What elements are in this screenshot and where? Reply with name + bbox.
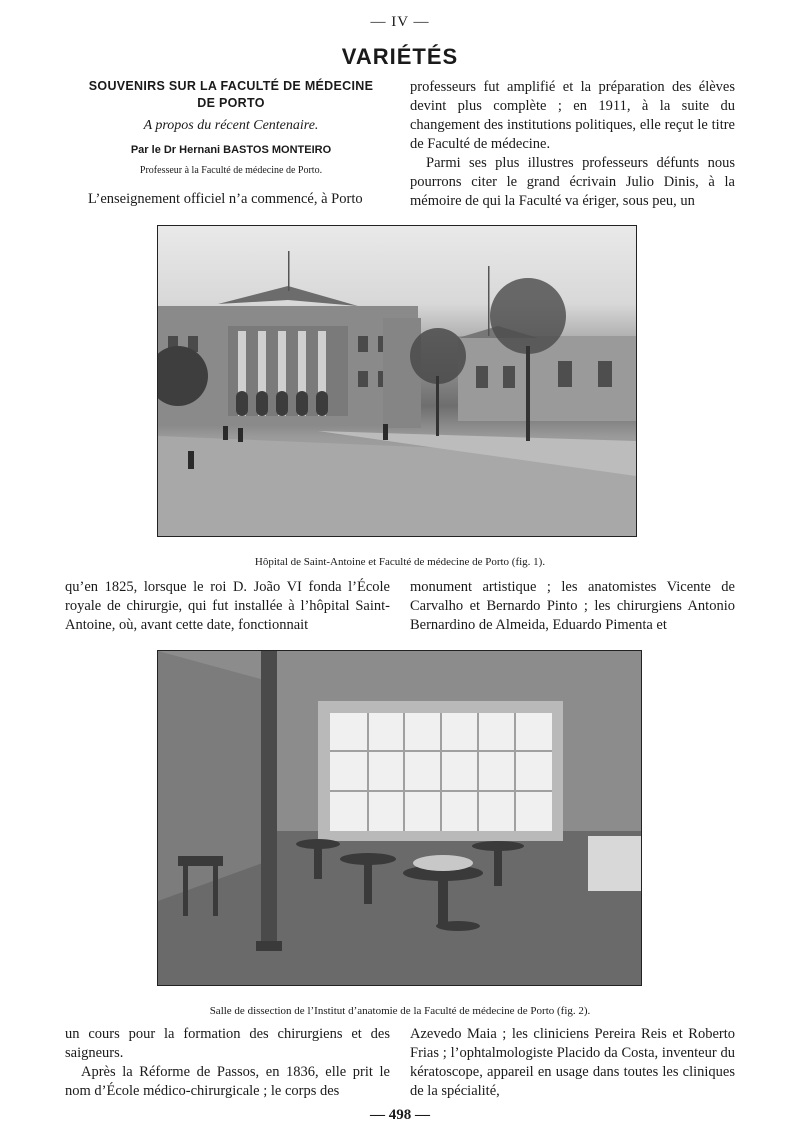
article-author: Par le Dr Hernani BASTOS MONTEIRO <box>130 144 332 156</box>
paragraph: Après la Réforme de Passos, en 1836, elle prit le nom d’École médico-chirurgicale ; le corps des <box>65 1064 390 1099</box>
right-column-top <box>410 78 735 211</box>
right-column-bottom <box>410 1025 735 1101</box>
right-column-middle <box>410 578 735 635</box>
article-affiliation: Professeur à la Faculté de médecine de Porto. <box>139 165 323 176</box>
paragraph: un cours pour la formation des chirurgiens et des saigneurs. <box>65 1026 390 1061</box>
paragraph: professeurs fut amplifié et la préparation des élèves devint plus complète ; en 1911, à la suite du changement des institutions politiques, elle reçut le titre de Faculté de médecine. <box>410 79 735 152</box>
figure-1-caption: Hôpital de Saint-Antoine et Faculté de médecine de Porto (fig. 1). <box>254 556 546 568</box>
dissection-room-photo <box>157 650 642 986</box>
article-title-line2: DE PORTO <box>197 96 265 110</box>
paragraph: monument artistique ; les anatomistes Vicente de Carvalho et Bernardo Pinto ; les chirurgiens Antonio Bernardino de Almeida, Eduardo Pimenta et <box>410 579 735 633</box>
dissection-room-drawing <box>158 651 641 985</box>
hospital-photo-drawing <box>158 226 636 536</box>
article-subtitle: A propos du récent Centenaire. <box>143 118 319 133</box>
left-column-top <box>72 78 390 209</box>
page-number: — 498 — <box>370 1107 430 1123</box>
left-column-middle <box>65 578 390 635</box>
paragraph: L’enseignement officiel n’a commencé, à Porto <box>88 191 363 207</box>
section-title: VARIÉTÉS <box>341 44 459 69</box>
left-column-bottom <box>65 1025 390 1101</box>
article-title-line1: SOUVENIRS SUR LA FACULTÉ DE MÉDECINE <box>88 79 374 93</box>
page-marker: — IV — <box>370 14 430 30</box>
figure-2-caption: Salle de dissection de l’Institut d’anatomie de la Faculté de médecine de Porto (fig. 2). <box>209 1005 591 1017</box>
paragraph: Azevedo Maia ; les cliniciens Pereira Reis et Roberto Frias ; l’ophtalmologiste Placido da Costa, inventeur du kératoscope, appareil en usage dans toutes les cliniques de la spécialité, <box>410 1026 735 1099</box>
paragraph: qu’en 1825, lorsque le roi D. João VI fonda l’École royale de chirurgie, qui fut installée à l’hôpital Saint-Antoine, où, avant cette date, fonctionnait <box>65 579 390 633</box>
hospital-photo <box>157 225 637 537</box>
paragraph: Parmi ses plus illustres professeurs défunts nous pourrons citer le grand écrivain Julio Dinis, à la mémoire de qui la Faculté va ériger, sous peu, un <box>410 155 735 209</box>
